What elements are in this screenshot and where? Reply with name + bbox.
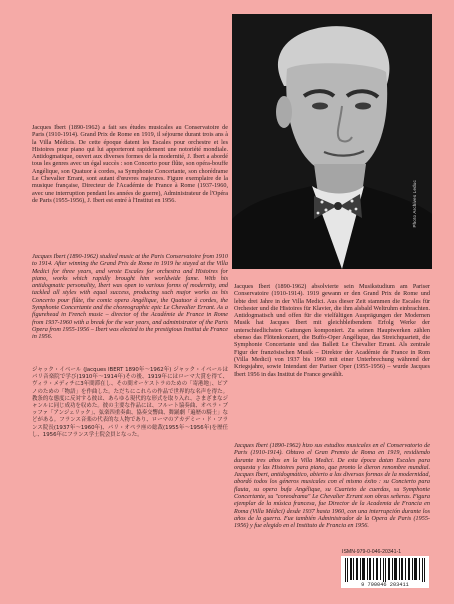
barcode-bars	[341, 556, 429, 582]
french-biography	[32, 124, 228, 204]
ismn-number: ISMN-979-0-046-20341-1	[342, 549, 402, 555]
french-text: Jacques Ibert (1890-1962) a fait ses études musicales au Conservatoire de Paris (1910-1914). Grand Prix de Rome en 1919, il séjourne durant trois ans à la Villa Médicis. De cette époque datent les Escales pour orchestre et les Histoires pour piano qui lui apporteront rapidement une notoriété mondiale. Antidogmatique, ouvert aux diverses formes de la modernité, J. Ibert a abordé tous les genres avec un égal succès : son Concerto pour flûte, son opéra-bouffe Angélique, son Quatuor à cordes, sa Symphonie Concertante, son chorédrame Le Chevalier Errant, sont autant d'œuvres majeures. Figure exemplaire de la musique française, Directeur de l'Académie de France à Rome (1937-1960, avec une interruption pendant les années de guerre), Administrateur de l'Opéra de Paris (1955-1956), J. Ibert est entré à l'Institut en 1956.	[32, 124, 228, 204]
english-biography	[32, 253, 228, 341]
japanese-biography	[32, 367, 228, 439]
german-biography	[234, 283, 430, 378]
spanish-biography	[234, 442, 430, 530]
spanish-text: Jacques Ibert (1890-1962) hizo sus estudios musicales en el Conservatorio de Paris (1910-1914). Obtuvo el Gran Premio de Roma en 1919, residiendo durante tres años en la Villa Medici. De esta época datan Escales para orquesta y las Histoires para piano, que pronto le dieron renombre mundial. Jacques Ibert, antidogmático, abierto a las diversas formas de la modernidad, abordó todos los géneros musicales con el mismo éxito : su Concierto para flauta, su opera bufa Angélique, su Cuarteto de cuerdas, su Symphonie Concertante, su "coreodrama" Le Chevalier Errant son obras señeras. Figura ejemplar de la música francesa, fue Director de la Academia de Francia en Roma (Villa Médici) desde 1937 hasta 1960, con una interrupción durante los años de la guerra. Fue también Administrador de la Opera de Paris (1955-1956) y fue elegido en el Instituto de Francia en 1956.	[234, 442, 430, 530]
japanese-text: ジャック・イベール (Jacques IBERT 1890年〜1962年) ジャック・イベールはパリ音楽院で学び(1910年〜1914年)その後、1919年にはローマ大賞を得て、ヴィラ・メディチに3年間滞在し、その間オーケストラのための「寄港地」、ピアノのための「物語」を作曲した。ただちにこれらの作品で世界的な名声を得た。教条的な態度に反対する彼は、あらゆる現代的な形式を取り入れ、さまざまなジャンルに同じ成功を収めた。彼の主要な作品には、フルート協奏曲、オペラ・ブッファ「アンジェリック」、弦楽四重奏曲、協奏交響曲、舞踊劇「遍歴の騎士」などがある。フランス音楽の代表的な人物であり、ローマのアカデミー・ド・フランス院長(1937年〜1960年)、パリ・オペラ座の総裁(1955年〜1956年)を歴任し、1956年にフランス学士院会員となった。	[32, 367, 228, 438]
portrait-illustration	[232, 14, 432, 269]
composer-portrait	[232, 14, 432, 269]
german-text: Jacques Ibert (1890-1962) absolvierte sein Musikstudium am Pariser Conservatoire (1910-1914). 1919 gewann er den Grand Prix de Rome und lebte drei Jahre in der Villa Medici. Aus dieser Zeit stammen die Escales für Orchester und die Histoires für Klavier, die ihm alsbald Weltruhm einbrachten. Antidogmatisch und offen für die vielfältigen Ausprägungen der Modernen Musik hat Jacques Ibert mit gleichbleibendem Erfolg Werke der unterschiedlichsten Gattungen komponiert. Zu seinen Hauptwerken zählen ebenso das Flötenkonzert, die Buffo-Oper Angélique, das Streichquartett, die Symphonie Concertante und das Ballett Le Chevalier Errant. Als zentrale Figur der französischen Musik – Direktor der Académie de France in Rom (Villa Medici) von 1937 bis 1960 mit einer Unterbrechung während der Kriegsjahre, sowie Intendant der Pariser Oper (1955-1956) – wurde Jacques Ibert 1956 in das Institut de France gewählt.	[234, 283, 430, 378]
barcode-digits: 9 790046 203411	[341, 582, 429, 588]
photo-credit: Photo Archives Leduc	[412, 180, 417, 228]
barcode	[341, 556, 429, 582]
english-text: Jacques Ibert (1890-1962) studied music at the Paris Conservatoire from 1910 to 1914. After winning the Grand Prix de Rome in 1919 he stayed at the Villa Medici for three years, and wrote Escales for orchestra and Histoires for piano, works which rapidly brought him worldwide fame. With his antidogmatic personality, Ibert was open to various forms of modernity, and tackled all styles with equal success, producing such major works as his Concerto pour flûte, the comic opera Angélique, the Quatuor à cordes, the Symphonie Concertante and the choreographic epic Le Chevalier Errant. As a figurehead in French music – director of the Académie de France in Rome from 1937-1960 with a break for the war years, and administrator of the Paris Opera from 1955-1956 – Ibert was elected to the prestigious Institut de France in 1956.	[32, 253, 228, 341]
